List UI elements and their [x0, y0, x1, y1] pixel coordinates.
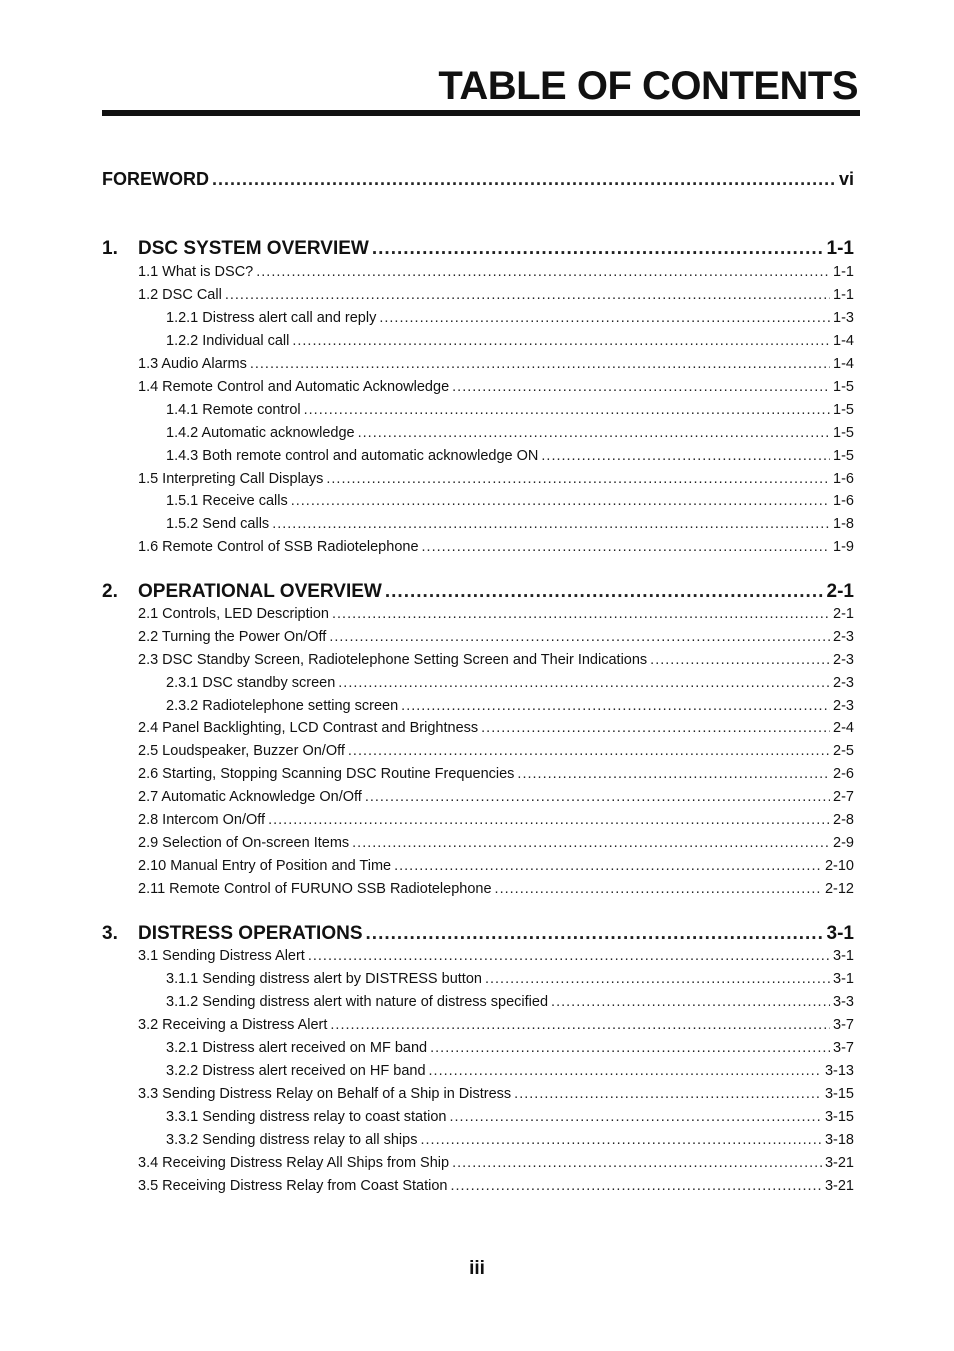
toc-entry[interactable]: [166, 493, 854, 509]
toc-entry-label: 2.2 Turning the Power On/Off: [138, 629, 327, 645]
toc-entry[interactable]: [166, 1040, 854, 1056]
toc-entry[interactable]: [138, 1086, 854, 1102]
toc-entry-page: 1-1: [833, 287, 854, 303]
toc-entry-page: 1-4: [833, 356, 854, 372]
toc-entry-label: 3.1.1 Sending distress alert by DISTRESS button: [166, 971, 482, 987]
toc-entry[interactable]: [102, 169, 854, 190]
toc-entry-label: 3.2.1 Distress alert received on MF band: [166, 1040, 428, 1056]
toc-entry[interactable]: [166, 402, 854, 418]
toc-entry[interactable]: [138, 1178, 854, 1194]
toc-entry-page: 2-5: [833, 743, 854, 759]
dot-leader: [329, 629, 830, 645]
toc-chapter[interactable]: [102, 581, 854, 603]
dot-leader: [348, 743, 830, 759]
toc-entry-page: 1-8: [833, 516, 854, 532]
toc-entry-label: 2.9 Selection of On-screen Items: [138, 835, 350, 851]
toc-entry-page: 2-3: [833, 675, 854, 691]
toc-entry-page: 1-5: [833, 402, 854, 418]
toc-entry[interactable]: [138, 606, 854, 622]
toc-entry[interactable]: [166, 971, 854, 987]
toc-entry[interactable]: [138, 1017, 854, 1033]
toc-entry-page: 2-8: [833, 812, 854, 828]
toc-entry-label: 1.5.2 Send calls: [166, 516, 270, 532]
toc-entry-label: 2.10 Manual Entry of Position and Time: [138, 858, 392, 874]
toc-entry-label: 2.3.2 Radiotelephone setting screen: [166, 698, 399, 714]
toc-entry-label: 3.3.2 Sending distress relay to all ships: [166, 1132, 418, 1148]
dot-leader: [308, 948, 830, 964]
toc-entry-label: 3.5 Receiving Distress Relay from Coast Station: [138, 1178, 448, 1194]
dot-leader: [452, 1155, 822, 1171]
chapter-number: 1.: [102, 238, 118, 259]
toc-entry-page: 2-10: [824, 858, 854, 874]
dot-leader: [366, 923, 824, 945]
toc-entry-page: 3-13: [824, 1063, 854, 1079]
toc-entry[interactable]: [138, 1155, 854, 1171]
dot-leader: [650, 652, 830, 668]
toc-entry-page: 3-3: [833, 994, 854, 1010]
toc-entry-label: 1.2.1 Distress alert call and reply: [166, 310, 377, 326]
toc-entry-label: 3.3 Sending Distress Relay on Behalf of a Ship in Distress: [138, 1086, 512, 1102]
dot-leader: [450, 1109, 822, 1125]
toc-entry-page: 1-1: [826, 238, 854, 259]
dot-leader: [330, 1017, 830, 1033]
toc-entry[interactable]: [166, 425, 854, 441]
toc-entry[interactable]: [138, 539, 854, 555]
toc-entry[interactable]: [166, 1132, 854, 1148]
toc-entry[interactable]: [138, 812, 854, 828]
toc-entry-page: 3-1: [826, 923, 854, 944]
toc-entry-label: 1.4.3 Both remote control and automatic acknowledge ON: [166, 448, 539, 464]
toc-entry-page: 2-1: [833, 606, 854, 622]
dot-leader: [352, 835, 830, 851]
toc-entry-label: DISTRESS OPERATIONS: [138, 923, 363, 944]
toc-entry[interactable]: [138, 948, 854, 964]
toc-entry[interactable]: [138, 471, 854, 487]
dot-leader: [420, 1132, 821, 1148]
dot-leader: [452, 379, 830, 395]
toc-entry-label: DSC SYSTEM OVERVIEW: [138, 238, 369, 259]
dot-leader: [514, 1086, 822, 1102]
dot-leader: [272, 516, 830, 532]
dot-leader: [358, 425, 830, 441]
dot-leader: [394, 858, 822, 874]
toc-entry-page: 1-4: [833, 333, 854, 349]
toc-entry-page: 2-7: [833, 789, 854, 805]
toc-entry[interactable]: [138, 743, 854, 759]
toc-entry-label: 1.4.1 Remote control: [166, 402, 301, 418]
toc-entry-page: 1-5: [833, 448, 854, 464]
toc-entry-label: 1.2.2 Individual call: [166, 333, 290, 349]
dot-leader: [481, 720, 830, 736]
toc-entry-page: 2-1: [826, 581, 854, 602]
toc-entry[interactable]: [138, 835, 854, 851]
toc-entry[interactable]: [138, 264, 854, 280]
toc-entry-page: 3-18: [824, 1132, 854, 1148]
toc-entry[interactable]: [166, 675, 854, 691]
toc-entry-page: 3-1: [833, 971, 854, 987]
toc-entry-label: 1.6 Remote Control of SSB Radiotelephone: [138, 539, 419, 555]
toc-entry-label: 3.2.2 Distress alert received on HF band: [166, 1063, 426, 1079]
dot-leader: [326, 471, 830, 487]
toc-entry[interactable]: [138, 720, 854, 736]
dot-leader: [365, 789, 830, 805]
dot-leader: [304, 402, 830, 418]
toc-entry[interactable]: [166, 516, 854, 532]
dot-leader: [385, 581, 824, 603]
toc-entry-label: 1.5.1 Receive calls: [166, 493, 288, 509]
dot-leader: [495, 881, 822, 897]
toc-entry-page: 2-4: [833, 720, 854, 736]
toc-entry-page: 1-5: [833, 379, 854, 395]
toc-chapter[interactable]: [102, 923, 854, 945]
toc-entry-label: 1.3 Audio Alarms: [138, 356, 247, 372]
dot-leader: [450, 1178, 822, 1194]
toc-entry-page: 3-1: [833, 948, 854, 964]
toc-entry-page: 2-9: [833, 835, 854, 851]
dot-leader: [372, 238, 824, 260]
toc-entry-label: 3.4 Receiving Distress Relay All Ships from Ship: [138, 1155, 450, 1171]
dot-leader: [379, 310, 830, 326]
toc-entry-page: 2-3: [833, 629, 854, 645]
toc-entry[interactable]: [138, 881, 854, 897]
dot-leader: [332, 606, 830, 622]
toc-entry[interactable]: [138, 379, 854, 395]
toc-entry-label: 2.3 DSC Standby Screen, Radiotelephone Setting Screen and Their Indications: [138, 652, 648, 668]
toc-entry-page: 2-3: [833, 652, 854, 668]
toc-entry[interactable]: [166, 994, 854, 1010]
dot-leader: [422, 539, 831, 555]
toc-entry-page: 3-7: [833, 1017, 854, 1033]
dot-leader: [268, 812, 830, 828]
dot-leader: [250, 356, 830, 372]
toc-entry-label: 1.2 DSC Call: [138, 287, 222, 303]
page-number: iii: [469, 1258, 485, 1279]
toc-entry[interactable]: [166, 1063, 854, 1079]
toc-entry[interactable]: [138, 766, 854, 782]
toc-entry[interactable]: [166, 698, 854, 714]
toc-entry[interactable]: [166, 333, 854, 349]
toc-entry[interactable]: [166, 448, 854, 464]
dot-leader: [517, 766, 830, 782]
toc-entry-page: 3-21: [824, 1155, 854, 1171]
toc-entry-page: 1-3: [833, 310, 854, 326]
toc-entry[interactable]: [138, 629, 854, 645]
toc-entry-label: 1.5 Interpreting Call Displays: [138, 471, 324, 487]
toc-entry-page: 1-1: [833, 264, 854, 280]
toc-entry[interactable]: [138, 287, 854, 303]
dot-leader: [292, 333, 830, 349]
toc-entry-label: FOREWORD: [102, 169, 209, 189]
toc-entry[interactable]: [138, 652, 854, 668]
dot-leader: [551, 994, 830, 1010]
toc-entry[interactable]: [166, 1109, 854, 1125]
chapter-number: 2.: [102, 581, 118, 602]
dot-leader: [429, 1063, 822, 1079]
toc-entry-label: 3.2 Receiving a Distress Alert: [138, 1017, 328, 1033]
dot-leader: [430, 1040, 830, 1056]
toc-entry-page: 2-12: [824, 881, 854, 897]
toc-entry-page: 1-6: [833, 493, 854, 509]
toc-entry-label: 1.4.2 Automatic acknowledge: [166, 425, 355, 441]
toc-entry-page: 3-15: [824, 1109, 854, 1125]
page-title: TABLE OF CONTENTS: [438, 64, 858, 108]
toc-entry-label: 2.11 Remote Control of FURUNO SSB Radiotelephone: [138, 881, 492, 897]
dot-leader: [256, 264, 830, 280]
toc-entry-label: 2.3.1 DSC standby screen: [166, 675, 336, 691]
toc-entry[interactable]: [166, 310, 854, 326]
toc-entry-page: 3-7: [833, 1040, 854, 1056]
dot-leader: [485, 971, 830, 987]
toc-entry-label: OPERATIONAL OVERVIEW: [138, 581, 382, 602]
toc-entry[interactable]: [138, 356, 854, 372]
toc-entry-label: 2.4 Panel Backlighting, LCD Contrast and Brightness: [138, 720, 479, 736]
toc-chapter[interactable]: [102, 238, 854, 260]
toc-entry-label: 1.4 Remote Control and Automatic Acknowledge: [138, 379, 450, 395]
toc-entry-page: 2-6: [833, 766, 854, 782]
title-rule: [102, 110, 860, 116]
toc-entry-page: 1-5: [833, 425, 854, 441]
toc-entry[interactable]: [138, 858, 854, 874]
chapter-number: 3.: [102, 923, 118, 944]
toc-entry-label: 2.8 Intercom On/Off: [138, 812, 266, 828]
toc-entry-page: 1-9: [833, 539, 854, 555]
toc-entry[interactable]: [138, 789, 854, 805]
toc-entry-page: 1-6: [833, 471, 854, 487]
dot-leader: [291, 493, 830, 509]
toc-entry-label: 2.7 Automatic Acknowledge On/Off: [138, 789, 362, 805]
toc-entry-label: 2.1 Controls, LED Description: [138, 606, 329, 622]
dot-leader: [401, 698, 830, 714]
dot-leader: [338, 675, 830, 691]
toc-entry-page: 3-21: [824, 1178, 854, 1194]
toc-entry-label: 2.5 Loudspeaker, Buzzer On/Off: [138, 743, 345, 759]
dot-leader: [225, 287, 830, 303]
toc-entry-label: 3.1.2 Sending distress alert with nature of distress specified: [166, 994, 549, 1010]
toc-entry-page: 2-3: [833, 698, 854, 714]
dot-leader: [541, 448, 830, 464]
toc-entry-page: vi: [838, 169, 854, 189]
toc-entry-page: 3-15: [824, 1086, 854, 1102]
toc-entry-label: 1.1 What is DSC?: [138, 264, 254, 280]
toc-entry-label: 3.3.1 Sending distress relay to coast station: [166, 1109, 447, 1125]
dot-leader: [212, 169, 836, 190]
toc-entry-label: 3.1 Sending Distress Alert: [138, 948, 305, 964]
toc-entry-label: 2.6 Starting, Stopping Scanning DSC Routine Frequencies: [138, 766, 515, 782]
